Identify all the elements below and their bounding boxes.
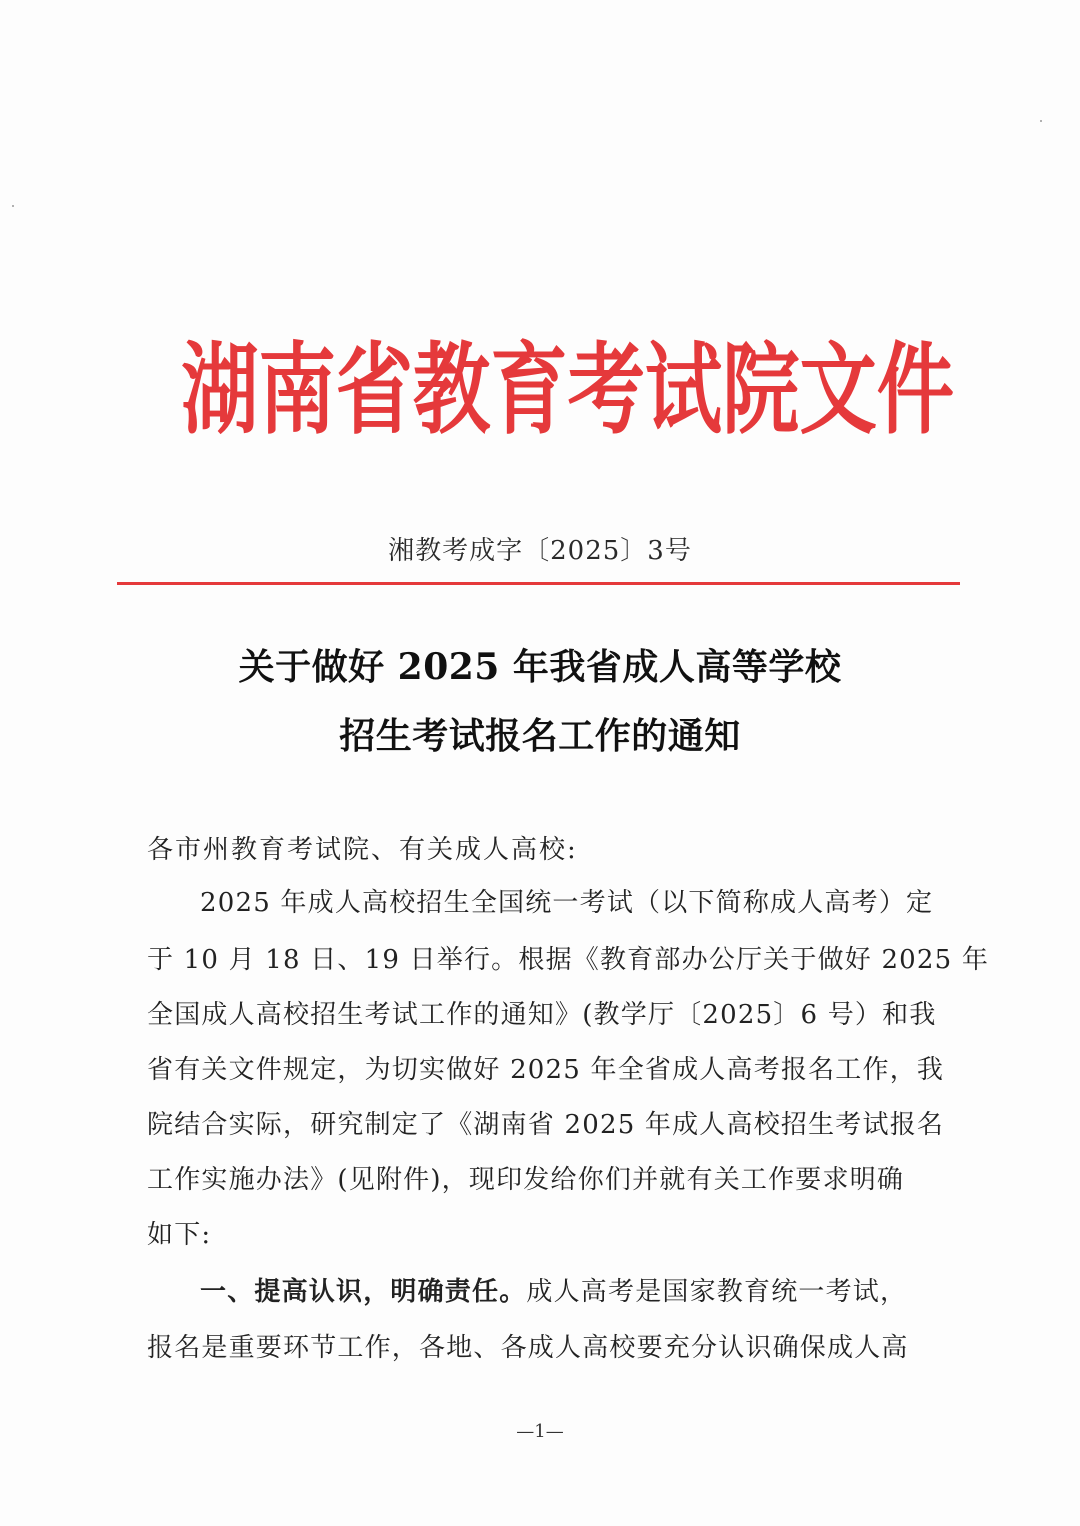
salutation: 各市州教育考试院、有关成人高校: [147, 835, 578, 865]
section-1-text: 成人高考是国家教育统一考试， [526, 1277, 908, 1307]
scan-speck [1040, 120, 1042, 122]
body-line-3: 全国成人高校招生考试工作的通知》(教学厅〔2025〕6 号）和我 [147, 1000, 937, 1030]
notice-title-line-2: 招生考试报名工作的通知 [339, 715, 741, 757]
body-line-6: 工作实施办法》(见附件)，现印发给你们并就有关工作要求明确 [147, 1165, 905, 1195]
section-1-line-2: 报名是重要环节工作，各地、各成人高校要充分认识确保成人高 [147, 1333, 909, 1363]
notice-title-line-1: 关于做好 2025 年我省成人高等学校 [238, 646, 842, 688]
masthead-title: 湖南省教育考试院文件 [181, 332, 955, 448]
red-divider [117, 582, 960, 585]
document-number: 湘教考成字〔2025〕3号 [388, 536, 692, 566]
section-1-heading: 一、提高认识，明确责任。 [200, 1277, 527, 1307]
body-line-7: 如下: [147, 1220, 212, 1250]
page-number: —1— [516, 1421, 564, 1442]
scan-speck [12, 205, 14, 207]
body-line-4: 省有关文件规定，为切实做好 2025 年全省成人高考报名工作，我 [147, 1055, 945, 1085]
section-1-line-1 [200, 1272, 945, 1312]
body-line-1: 2025 年成人高校招生全国统一考试（以下简称成人高考）定 [200, 888, 934, 918]
body-line-2: 于 10 月 18 日、19 日举行。根据《教育部办公厅关于做好 2025 年 [147, 945, 990, 975]
body-line-5: 院结合实际，研究制定了《湖南省 2025 年成人高校招生考试报名 [147, 1110, 945, 1140]
